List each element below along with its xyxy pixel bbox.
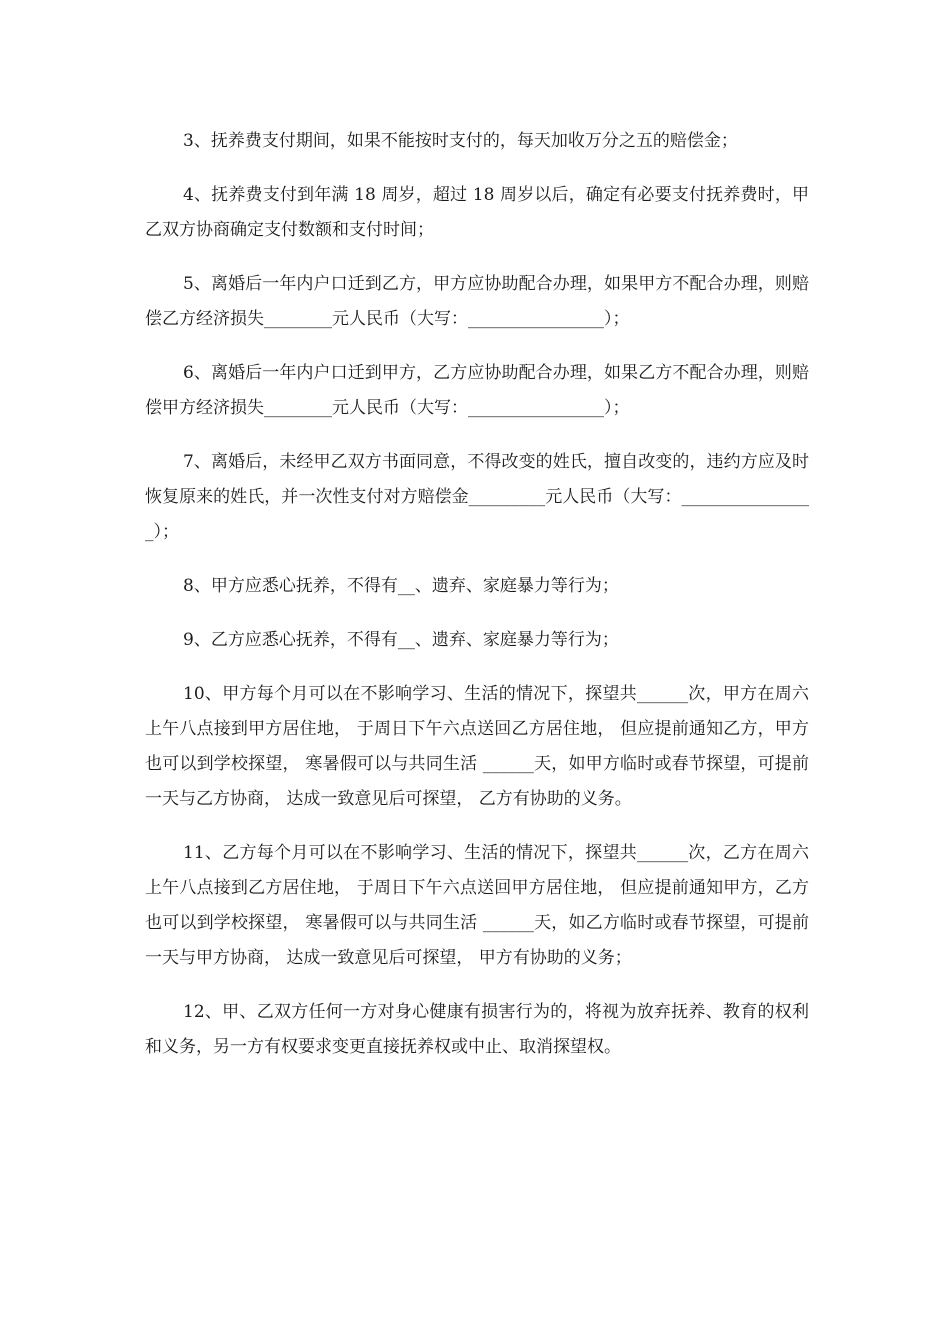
- clause-4: 4、抚养费支付到年满 18 周岁，超过 18 周岁以后，确定有必要支付抚养费时，甲乙双方协商确定支付数额和支付时间；: [145, 185, 809, 240]
- clause-12: 12、甲、乙双方任何一方对身心健康有损害行为的，将视为放弃抚养、教育的权利和义务，另一方有权要求变更直接抚养权或中止、取消探望权。: [145, 1002, 809, 1057]
- clause-7: 7、离婚后，未经甲乙双方书面同意，不得改变的姓氏，擅自改变的，违约方应及时恢复原来的姓氏，并一次性支付对方赔偿金_________元人民币（大写：________________）；: [145, 452, 809, 542]
- clause-5: 5、离婚后一年内户口迁到乙方，甲方应协助配合办理，如果甲方不配合办理，则赔偿乙方经济损失________元人民币（大写：________________）；: [145, 274, 809, 329]
- clause-6: 6、离婚后一年内户口迁到甲方，乙方应协助配合办理，如果乙方不配合办理，则赔偿甲方经济损失________元人民币（大写：________________）；: [145, 363, 809, 418]
- clause-11: 11、乙方每个月可以在不影响学习、生活的情况下，探望共______次，乙方在周六上午八点接到乙方居住地， 于周日下午六点送回甲方居住地， 但应提前通知甲方，乙方也可以到学校探望， 寒暑假可以与共同生活 ______天，如乙方临时或春节探望，可提前一天与甲方协商， 达成一致意见后可探望， 甲方有协助的义务；: [145, 843, 809, 968]
- clause-10: 10、甲方每个月可以在不影响学习、生活的情况下，探望共______次，甲方在周六上午八点接到甲方居住地， 于周日下午六点送回乙方居住地， 但应提前通知乙方，甲方也可以到学校探望， 寒暑假可以与共同生活 ______天，如甲方临时或春节探望，可提前一天与乙方协商， 达成一致意见后可探望， 乙方有协助的义务。: [145, 684, 809, 809]
- clause-9: 9、乙方应悉心抚养，不得有__、遗弃、家庭暴力等行为；: [183, 630, 619, 650]
- clause-3: 3、抚养费支付期间，如果不能按时支付的，每天加收万分之五的赔偿金；: [183, 131, 738, 151]
- clause-8: 8、甲方应悉心抚养，不得有__、遗弃、家庭暴力等行为；: [183, 576, 619, 596]
- document-body: [145, 124, 809, 1084]
